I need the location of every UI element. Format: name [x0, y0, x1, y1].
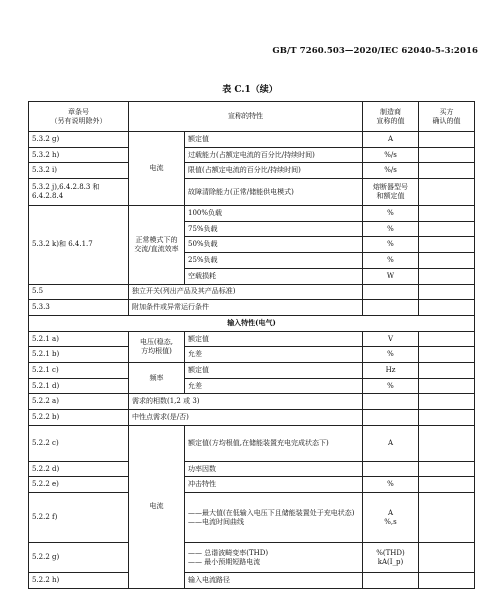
value-cell — [363, 300, 419, 316]
table-row — [29, 331, 475, 347]
value-cell — [363, 394, 419, 410]
value-cell: % — [363, 253, 419, 269]
table-row — [29, 425, 475, 461]
item-cell: 故障清除能力(正常/储能供电模式) — [185, 179, 363, 206]
value-cell — [363, 461, 419, 477]
buyer-cell — [419, 237, 475, 253]
clause-cell: 5.3.2 i) — [29, 163, 129, 179]
clause-cell: 5.5 — [29, 284, 129, 300]
buyer-cell — [419, 425, 475, 461]
value-cell — [363, 410, 419, 426]
clause-cell: 5.2.1 a) — [29, 331, 129, 347]
table-row — [29, 543, 475, 573]
buyer-cell — [419, 394, 475, 410]
group-cell: 正常模式下的 交流/直流效率 — [129, 206, 185, 284]
buyer-cell — [419, 221, 475, 237]
section-row — [29, 315, 475, 331]
value-cell: %/s — [363, 147, 419, 163]
clause-cell: 5.3.3 — [29, 300, 129, 316]
buyer-cell — [419, 477, 475, 493]
buyer-cell — [419, 147, 475, 163]
value-cell: % — [363, 221, 419, 237]
item-cell: 允差 — [185, 347, 363, 363]
value-cell — [363, 284, 419, 300]
col-header-mfr-value: 制造商 宣称的值 — [363, 102, 419, 132]
standard-number: GB/T 7260.503—2020/IEC 62040-5-3:2016 — [272, 46, 478, 56]
buyer-cell — [419, 362, 475, 378]
item-cell: 额定值 — [185, 132, 363, 148]
value-cell: % — [363, 347, 419, 363]
value-cell: Hz — [363, 362, 419, 378]
clause-cell: 5.2.1 b) — [29, 347, 129, 363]
group-cell: 频率 — [129, 362, 185, 393]
clause-cell: 5.3.2 g) — [29, 132, 129, 148]
buyer-cell — [419, 163, 475, 179]
table-row — [29, 394, 475, 410]
clause-cell: 5.3.2 k)和 6.4.1.7 — [29, 206, 129, 284]
table-row — [29, 132, 475, 148]
item-cell: 附加条件或异常运行条件 — [129, 300, 363, 316]
value-cell: %(THD) kA(I_p) — [363, 543, 419, 573]
buyer-cell — [419, 179, 475, 206]
item-cell: 25%负载 — [185, 253, 363, 269]
value-cell: A %,s — [363, 493, 419, 543]
item-cell: 需求的相数(1,2 或 3) — [129, 394, 363, 410]
item-cell: 中性点需求(是/否) — [129, 410, 363, 426]
buyer-cell — [419, 461, 475, 477]
buyer-cell — [419, 410, 475, 426]
table-row — [29, 410, 475, 426]
buyer-cell — [419, 284, 475, 300]
col-header-buyer-value: 买方 确认的值 — [419, 102, 475, 132]
clause-cell: 5.2.2 g) — [29, 543, 129, 573]
buyer-cell — [419, 132, 475, 148]
section-title: 输入特性(电气) — [29, 315, 475, 331]
buyer-cell — [419, 573, 475, 589]
item-cell: 功率因数 — [185, 461, 363, 477]
value-cell: V — [363, 331, 419, 347]
table-row — [29, 461, 475, 477]
table-row — [29, 147, 475, 163]
buyer-cell — [419, 268, 475, 284]
value-cell: %/s — [363, 163, 419, 179]
item-cell: 过载能力(占额定电流的百分比/持续时间) — [185, 147, 363, 163]
specification-table — [28, 101, 475, 589]
buyer-cell — [419, 253, 475, 269]
value-cell: % — [363, 477, 419, 493]
item-cell: 允差 — [185, 378, 363, 394]
value-cell: % — [363, 237, 419, 253]
item-cell: 空载损耗 — [185, 268, 363, 284]
clause-cell: 5.2.2 b) — [29, 410, 129, 426]
clause-cell: 5.2.2 d) — [29, 461, 129, 477]
group-cell: 电流 — [129, 425, 185, 588]
table-caption: 表 C.1（续） — [222, 85, 278, 95]
buyer-cell — [419, 347, 475, 363]
clause-cell: 5.2.2 c) — [29, 425, 129, 461]
value-cell: A — [363, 132, 419, 148]
value-cell: 熔断器型号 和额定值 — [363, 179, 419, 206]
item-cell: 独立开关(列出产品及其产品标准) — [129, 284, 363, 300]
buyer-cell — [419, 543, 475, 573]
col-header-characteristic: 宣称的特性 — [129, 102, 363, 132]
item-cell: 100%负载 — [185, 206, 363, 222]
item-cell: 50%负载 — [185, 237, 363, 253]
col-header-clause: 章条号 （另有说明除外） — [29, 102, 129, 132]
group-cell: 电流 — [129, 132, 185, 206]
item-cell: 额定值 — [185, 362, 363, 378]
table-row — [29, 493, 475, 543]
table-row — [29, 206, 475, 222]
value-cell: % — [363, 378, 419, 394]
item-cell: 输入电流路径 — [185, 573, 363, 589]
table-row — [29, 347, 475, 363]
table-row — [29, 179, 475, 206]
clause-cell: 5.2.1 d) — [29, 378, 129, 394]
clause-cell: 5.2.1 c) — [29, 362, 129, 378]
table-row — [29, 378, 475, 394]
clause-cell: 5.2.2 h) — [29, 573, 129, 589]
value-cell — [363, 573, 419, 589]
group-cell: 电压(稳态, 方均根值) — [129, 331, 185, 362]
item-cell: 限值(占额定电流的百分比/持续时间) — [185, 163, 363, 179]
item-cell: —— 总谐波畸变率(THD) —— 最小预期短路电流 — [185, 543, 363, 573]
item-cell: 额定值 — [185, 331, 363, 347]
buyer-cell — [419, 206, 475, 222]
table-row — [29, 362, 475, 378]
clause-cell: 5.3.2 h) — [29, 147, 129, 163]
table-row — [29, 300, 475, 316]
table-row — [29, 284, 475, 300]
table-row — [29, 573, 475, 589]
item-cell: 75%负载 — [185, 221, 363, 237]
item-cell: 冲击特性 — [185, 477, 363, 493]
table-header-row — [29, 102, 475, 132]
clause-cell: 5.2.2 f) — [29, 493, 129, 543]
item-cell: ——最大值(在低输入电压下且储能装置处于充电状态) ——电流时间曲线 — [185, 493, 363, 543]
value-cell: % — [363, 206, 419, 222]
table-row — [29, 163, 475, 179]
item-cell: 额定值(方均根值,在储能装置充电完成状态下) — [185, 425, 363, 461]
value-cell: A — [363, 425, 419, 461]
clause-cell: 5.3.2 j),6.4.2.8.3 和 6.4.2.8.4 — [29, 179, 129, 206]
clause-cell: 5.2.2 a) — [29, 394, 129, 410]
buyer-cell — [419, 331, 475, 347]
buyer-cell — [419, 378, 475, 394]
value-cell: W — [363, 268, 419, 284]
buyer-cell — [419, 300, 475, 316]
buyer-cell — [419, 493, 475, 543]
clause-cell: 5.2.2 e) — [29, 477, 129, 493]
table-row — [29, 477, 475, 493]
